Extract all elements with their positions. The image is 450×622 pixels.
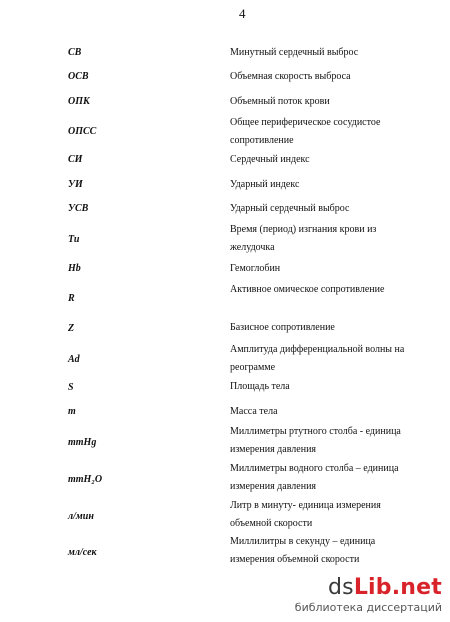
definition: Миллиметры ртутного столба - единица измерения давления — [230, 426, 401, 455]
abbreviation: Z — [68, 323, 75, 334]
definition: Площадь тела — [230, 381, 290, 392]
abbreviation: СИ — [68, 154, 83, 165]
abbreviation: мл/сек — [68, 547, 97, 558]
definition: Время (период) изгнания крови из желудочка — [230, 224, 377, 253]
abbreviation: S — [68, 382, 74, 393]
page-number: 4 — [239, 6, 246, 21]
definition: Масса тела — [230, 406, 278, 417]
logo-text — [295, 577, 442, 599]
abbreviation: ОСВ — [68, 71, 89, 82]
abbreviation: mmH₂O — [68, 474, 103, 485]
definition: Объемный поток крови — [230, 96, 330, 107]
definition: Ударный сердечный выброс — [230, 203, 350, 214]
abbreviation: ОПК — [68, 96, 90, 107]
definition: Активное омическое сопротивление — [230, 284, 385, 295]
logo-subtitle: библиотека диссертаций — [294, 601, 442, 614]
definition: Миллиметры водного столба – единица измерения давления — [230, 463, 399, 492]
abbreviation: ОПСС — [68, 126, 97, 137]
definition: Общее периферическое сосудистое сопротивление — [230, 117, 381, 146]
definition: Гемоглобин — [230, 263, 281, 274]
definition: Литр в минуту- единица измерения объемной скорости — [230, 500, 381, 529]
abbreviation: УИ — [68, 179, 83, 190]
abbreviation: R — [68, 293, 75, 304]
watermark-logo — [295, 577, 442, 614]
abbreviation: mmHg — [68, 437, 97, 448]
logo-suffix: Lib.net — [353, 575, 442, 600]
abbreviation: Ad — [68, 354, 80, 365]
abbreviation: Ти — [68, 234, 80, 245]
definition: Базисное сопротивление — [230, 322, 335, 333]
abbreviation: Hb — [68, 263, 81, 274]
definition: Минутный сердечный выброс — [230, 47, 359, 58]
definition: Амплитуда дифференциальной волны на реограмме — [230, 344, 405, 373]
definition: Сердечный индекс — [230, 154, 310, 165]
abbreviation: л/мин — [68, 511, 94, 522]
logo-prefix: ds — [328, 575, 354, 600]
definition: Миллилитры в секунду – единица измерения объемной скорости — [230, 536, 376, 565]
definition: Ударный индекс — [230, 179, 300, 190]
definition: Объемная скорость выброса — [230, 71, 351, 82]
abbreviation: СВ — [68, 47, 82, 58]
abbreviation: m — [68, 406, 76, 417]
abbreviation: УСВ — [68, 203, 89, 214]
